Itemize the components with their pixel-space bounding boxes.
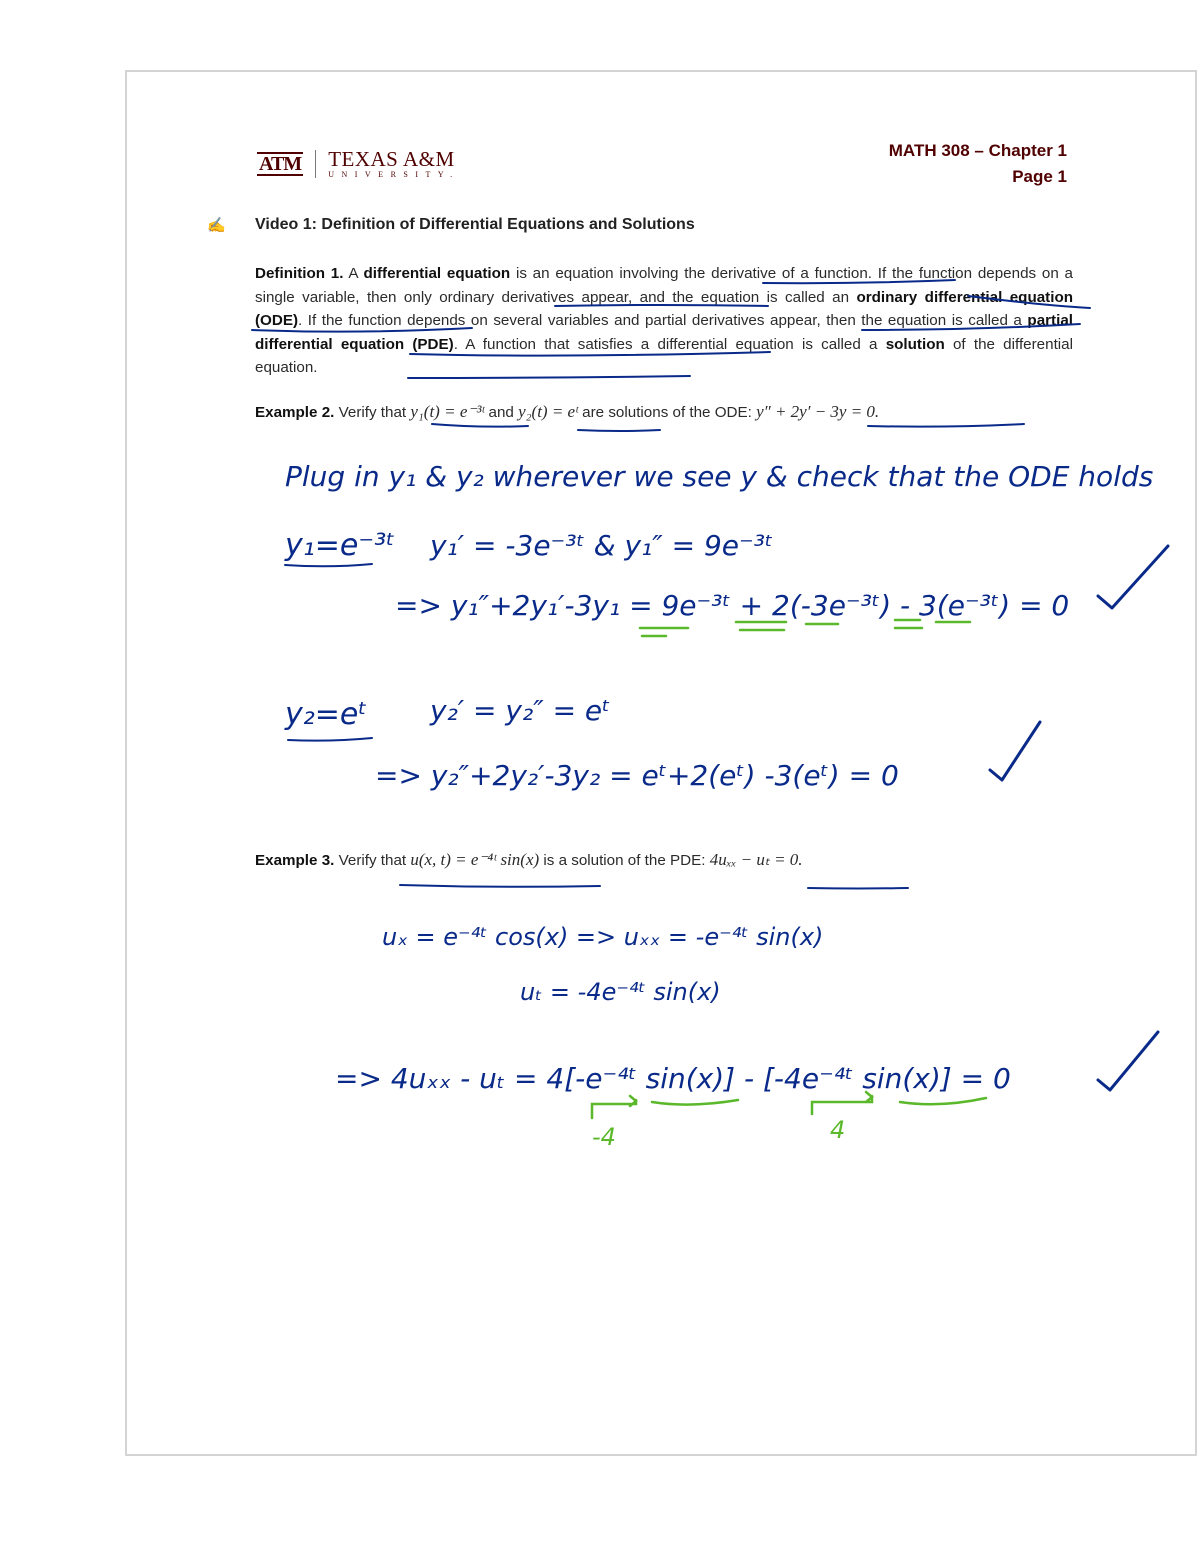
logo-name: TEXAS A&M: [328, 147, 455, 171]
green-underlines: [592, 620, 986, 1118]
term-differential-equation: differential equation: [363, 265, 511, 282]
example-2-ode: y″ + 2y′ − 3y = 0.: [756, 402, 880, 421]
hw-y1-def: y₁=e⁻³ᵗ: [285, 528, 396, 563]
blue-handwriting: [284, 460, 1153, 1095]
example-text: is a solution of the PDE:: [539, 852, 710, 869]
example-3-label: Example 3.: [255, 852, 335, 869]
logo-mark: ATM: [259, 153, 302, 175]
checkmark-icon: [990, 722, 1040, 780]
hw-ux: uₓ = e⁻⁴ᵗ cos(x) => uₓₓ = -e⁻⁴ᵗ sin(x): [382, 923, 824, 951]
term-solution: solution: [885, 335, 945, 353]
term-pde: partial differential equation (PDE): [255, 312, 1073, 353]
hw-bracket-1: -4: [592, 1123, 616, 1151]
hw-y2-def: y₂=eᵗ: [285, 697, 368, 732]
hw-bracket-2: 4: [830, 1116, 846, 1144]
definition-text: . A function that satisfies a differential equation is called a: [453, 335, 886, 353]
definition-text: of the differential equation.: [255, 335, 1073, 376]
definition-text: is an equation involving the derivative of a function. If the function depends on a single variable, then only ordinary derivatives appear, and the equation is called an: [255, 265, 1073, 306]
checkmark-icon: [1098, 1032, 1158, 1090]
example-2-label: Example 2.: [255, 404, 335, 421]
example-2-y1: y₁(t) = e⁻³ᵗ: [410, 402, 485, 421]
checkmark-icons: [990, 546, 1168, 1090]
hw-line-1: Plug in y₁ & y₂ wherever we see y & check that the ODE holds: [285, 460, 1154, 493]
hw-y2-derivs: y₂′ = y₂″ = eᵗ: [430, 694, 611, 727]
pencil-hand-icon: ✍: [207, 217, 226, 234]
example-text: Verify that: [334, 852, 411, 869]
logo-subtitle: UNIVERSITY.: [328, 170, 460, 179]
checkmark-icon: [1098, 546, 1168, 608]
hw-y2-check: => y₂″+2y₂′-3y₂ = eᵗ+2(eᵗ) -3(eᵗ) = 0: [375, 759, 899, 792]
example-3-pde: 4uₓₓ − uₜ = 0.: [709, 850, 803, 869]
example-text: Verify that: [334, 404, 411, 421]
video-title: Video 1: Definition of Differential Equations and Solutions: [255, 216, 695, 233]
definition-text: . If the function depends on several variables and partial derivatives appear, then the equation is called a: [298, 312, 1028, 329]
blue-underlines: [252, 280, 1090, 889]
example-3-u: u(x, t) = e⁻⁴ᵗ sin(x): [410, 850, 540, 869]
definition-text: A: [343, 265, 364, 282]
page-number: Page 1: [1012, 167, 1067, 186]
hw-u-check: => 4uₓₓ - uₜ = 4[-e⁻⁴ᵗ sin(x)] - [-4e⁻⁴ᵗ sin(x)] = 0: [335, 1062, 1011, 1095]
hw-ut: uₜ = -4e⁻⁴ᵗ sin(x): [520, 978, 721, 1006]
example-text: are solutions of the ODE:: [577, 404, 757, 421]
course-title: MATH 308 – Chapter 1: [888, 141, 1067, 160]
hw-y1-derivs: y₁′ = -3e⁻³ᵗ & y₁″ = 9e⁻³ᵗ: [430, 529, 774, 562]
green-handwriting: [592, 1116, 845, 1151]
hw-y1-check: => y₁″+2y₁′-3y₁ = 9e⁻³ᵗ + 2(-3e⁻³ᵗ) - 3(e⁻³ᵗ) = 0: [395, 589, 1070, 622]
example-2-y2: y₂(t) = eᵗ: [518, 402, 578, 421]
example-text: and: [484, 404, 519, 421]
definition-label: Definition 1.: [255, 265, 344, 282]
term-ode: ordinary differential equation (ODE): [255, 288, 1074, 329]
